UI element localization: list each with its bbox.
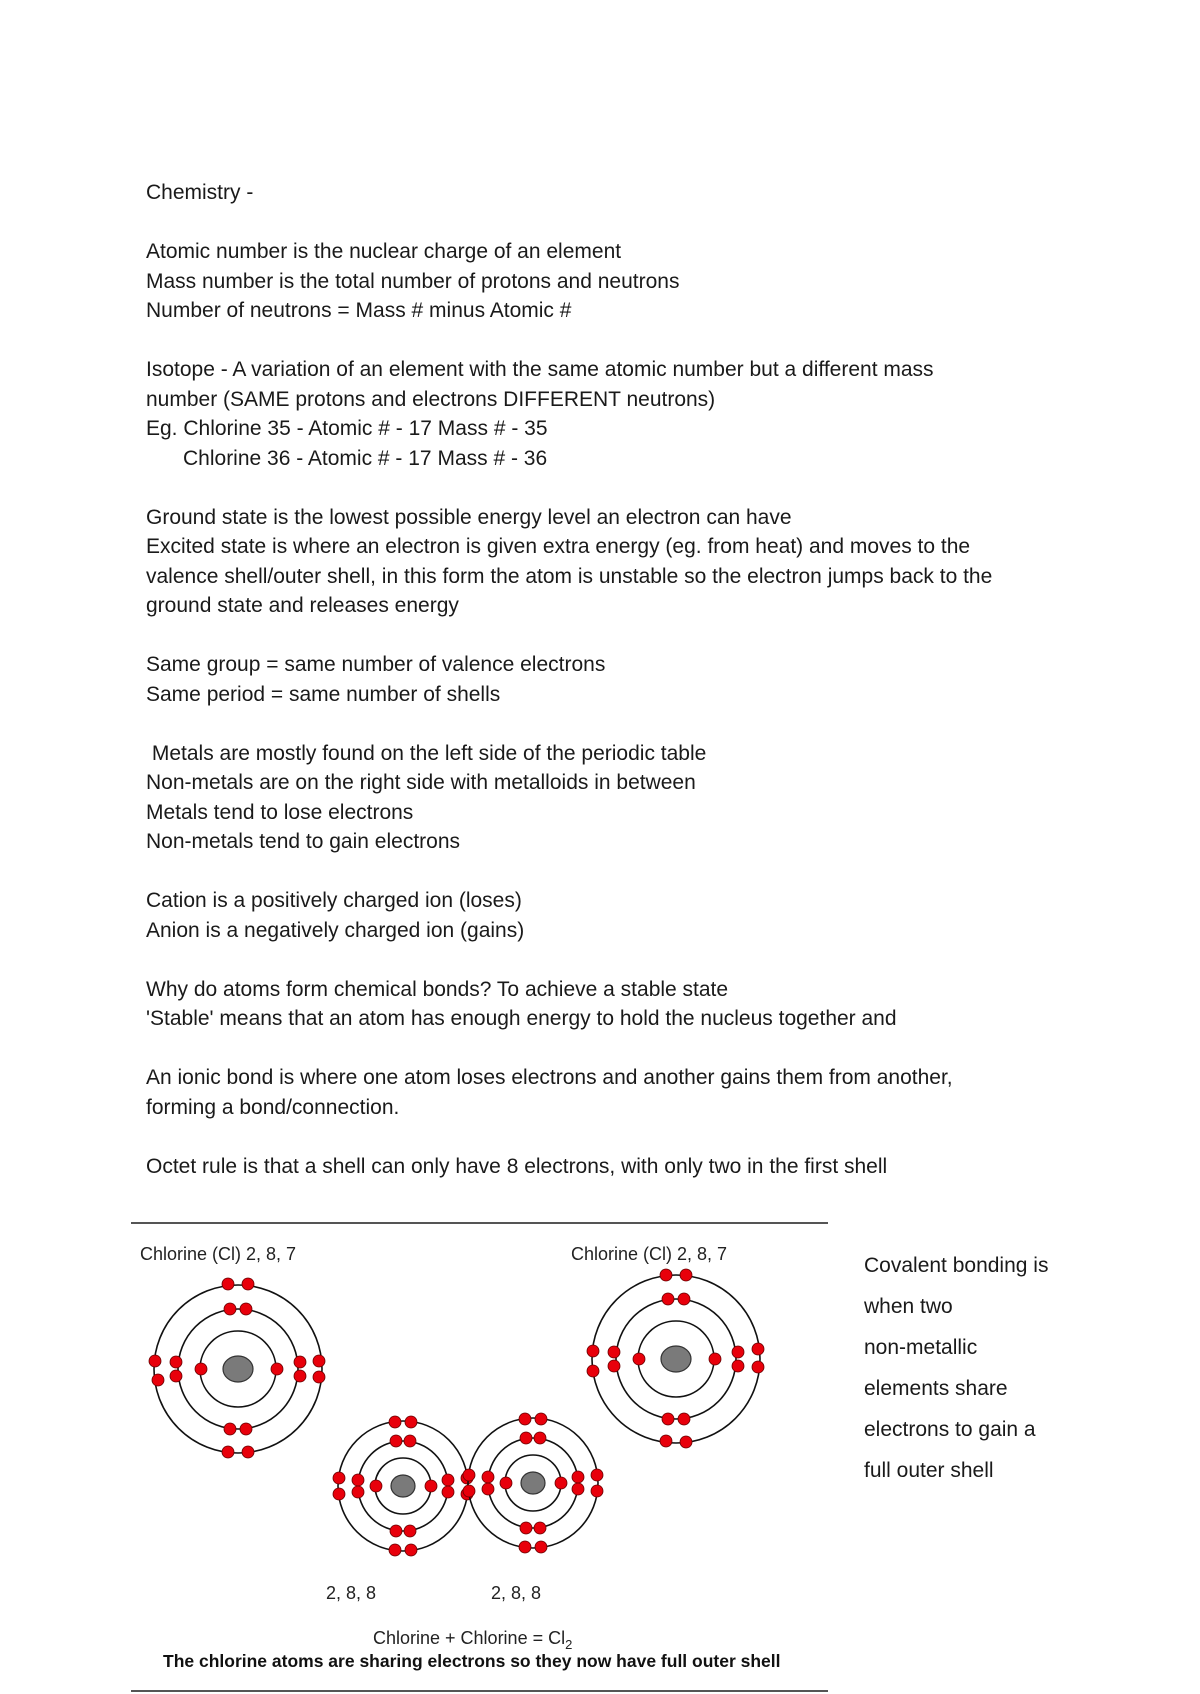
why-bonds-line: Why do atoms form chemical bonds? To achieve a stable state [146,977,729,1001]
electron [732,1346,744,1358]
ground-state-line: Ground state is the lowest possible energy level an electron can have [146,505,792,529]
cation-line: Cation is a positively charged ion (loses) [146,889,522,912]
config-left: 2, 8, 8 [326,1583,377,1603]
excited-state-line-2: valence shell/outer shell, in this form the atom is unstable so the electron jumps back to the [146,564,993,588]
electron [709,1353,721,1365]
equation [373,1628,572,1652]
figure-bottom-border [131,1690,828,1692]
electron [405,1544,417,1556]
electron [534,1432,546,1444]
octet-rule-line: Octet rule is that a shell can only have 8 electrons, with only two in the first shell [146,1154,888,1178]
electron [680,1269,692,1281]
ionic-bond-line-2: forming a bond/connection. [146,1095,400,1119]
electron [520,1432,532,1444]
electron [587,1365,599,1377]
same-period-line: Same period = same number of shells [146,682,501,706]
electron [313,1355,325,1367]
mass-number-line: Mass number is the total number of protons and neutrons [146,269,680,293]
metals-lose-line: Metals tend to lose electrons [146,800,414,824]
electron [425,1480,437,1492]
nucleus [223,1356,253,1382]
electron [500,1477,512,1489]
covalent-bonding-note [864,1245,1094,1491]
ionic-bond-line-1: An ionic bond is where one atom loses electrons and another gains them from another, [146,1066,953,1089]
same-group-line: Same group = same number of valence electrons [146,653,606,676]
electron [519,1413,531,1425]
electron [390,1525,402,1537]
electron [591,1485,603,1497]
side-note-line: electrons to gain a [864,1418,1036,1441]
side-note-line: Covalent bonding is [864,1254,1049,1277]
electron [242,1446,254,1458]
electron [294,1370,306,1382]
electron [442,1474,454,1486]
isotope-definition-cont: number (SAME protons and electrons DIFFERENT neutrons) [146,387,716,411]
electron [242,1278,254,1290]
electron [591,1469,603,1481]
excited-state-line-3: ground state and releases energy [146,594,459,617]
electron [294,1356,306,1368]
electron [633,1353,645,1365]
electron [535,1541,547,1553]
electron [405,1416,417,1428]
anion-line: Anion is a negatively charged ion (gains) [146,918,525,942]
electron [463,1485,475,1497]
electron [678,1293,690,1305]
electron [535,1413,547,1425]
label-chlorine-right: Chlorine (Cl) 2, 8, 7 [571,1244,728,1264]
electron [660,1435,672,1447]
electron [678,1413,690,1425]
stable-line: 'Stable' means that an atom has enough energy to hold the nucleus together and [146,1007,897,1030]
electron [404,1525,416,1537]
electron [389,1544,401,1556]
metals-left-line: Metals are mostly found on the left side of the periodic table [146,741,707,765]
electron [222,1278,234,1290]
electron [224,1423,236,1435]
electron [352,1474,364,1486]
side-note-line: full outer shell [864,1459,994,1482]
electron [732,1360,744,1372]
electron [149,1355,161,1367]
electron [271,1363,283,1375]
excited-state-line-1: Excited state is where an electron is given extra energy (eg. from heat) and moves to the [146,535,971,558]
electron [752,1361,764,1373]
electron [390,1435,402,1447]
caption: The chlorine atoms are sharing electrons so they now have full outer shell [163,1651,781,1671]
equation-text: Chlorine + Chlorine = Cl [373,1628,566,1648]
electron [333,1472,345,1484]
electron [352,1486,364,1498]
atoms-group [149,1269,764,1556]
electron [555,1477,567,1489]
electron [313,1371,325,1383]
electron [482,1483,494,1495]
side-note-line: elements share [864,1377,1008,1400]
electron [152,1374,164,1386]
electron [333,1488,345,1500]
config-right: 2, 8, 8 [491,1583,542,1603]
electron [463,1469,475,1481]
electron [370,1480,382,1492]
label-chlorine-left: Chlorine (Cl) 2, 8, 7 [140,1244,297,1264]
electron [442,1486,454,1498]
electron [662,1293,674,1305]
electron [519,1541,531,1553]
electron [587,1345,599,1357]
nucleus [661,1346,691,1372]
isotope-definition: Isotope - A variation of an element with the same atomic number but a different mass [146,358,934,381]
chemistry-notes [146,178,1106,1181]
nonmetals-right-line: Non-metals are on the right side with metalloids in between [146,771,696,794]
electron [662,1413,674,1425]
electron [608,1360,620,1372]
electron [608,1346,620,1358]
nonmetals-gain-line: Non-metals tend to gain electrons [146,830,461,853]
nucleus [521,1472,545,1494]
electron [572,1471,584,1483]
electron [534,1522,546,1534]
electron [660,1269,672,1281]
electron [389,1416,401,1428]
isotope-example-1: Eg. Chlorine 35 - Atomic # - 17 Mass # - 35 [146,417,548,440]
electron [224,1303,236,1315]
electron [404,1435,416,1447]
isotope-example-2: Chlorine 36 - Atomic # - 17 Mass # - 36 [183,446,548,470]
diagram-svg [131,1224,828,1690]
electron [170,1356,182,1368]
side-note-line: when two [864,1295,953,1318]
electron [170,1370,182,1382]
electron [240,1423,252,1435]
electron [520,1522,532,1534]
electron [572,1483,584,1495]
nucleus [391,1475,415,1497]
electron [240,1303,252,1315]
electron [752,1343,764,1355]
electron [680,1436,692,1448]
electron [195,1363,207,1375]
covalent-bond-diagram [131,1222,828,1692]
side-note-line: non-metallic [864,1336,978,1359]
electron [482,1471,494,1483]
neutrons-line: Number of neutrons = Mass # minus Atomic # [146,299,572,322]
atomic-number-line: Atomic number is the nuclear charge of an element [146,240,622,263]
electron [222,1446,234,1458]
equation-subscript: 2 [565,1637,573,1652]
notes-title: Chemistry - [146,181,254,204]
